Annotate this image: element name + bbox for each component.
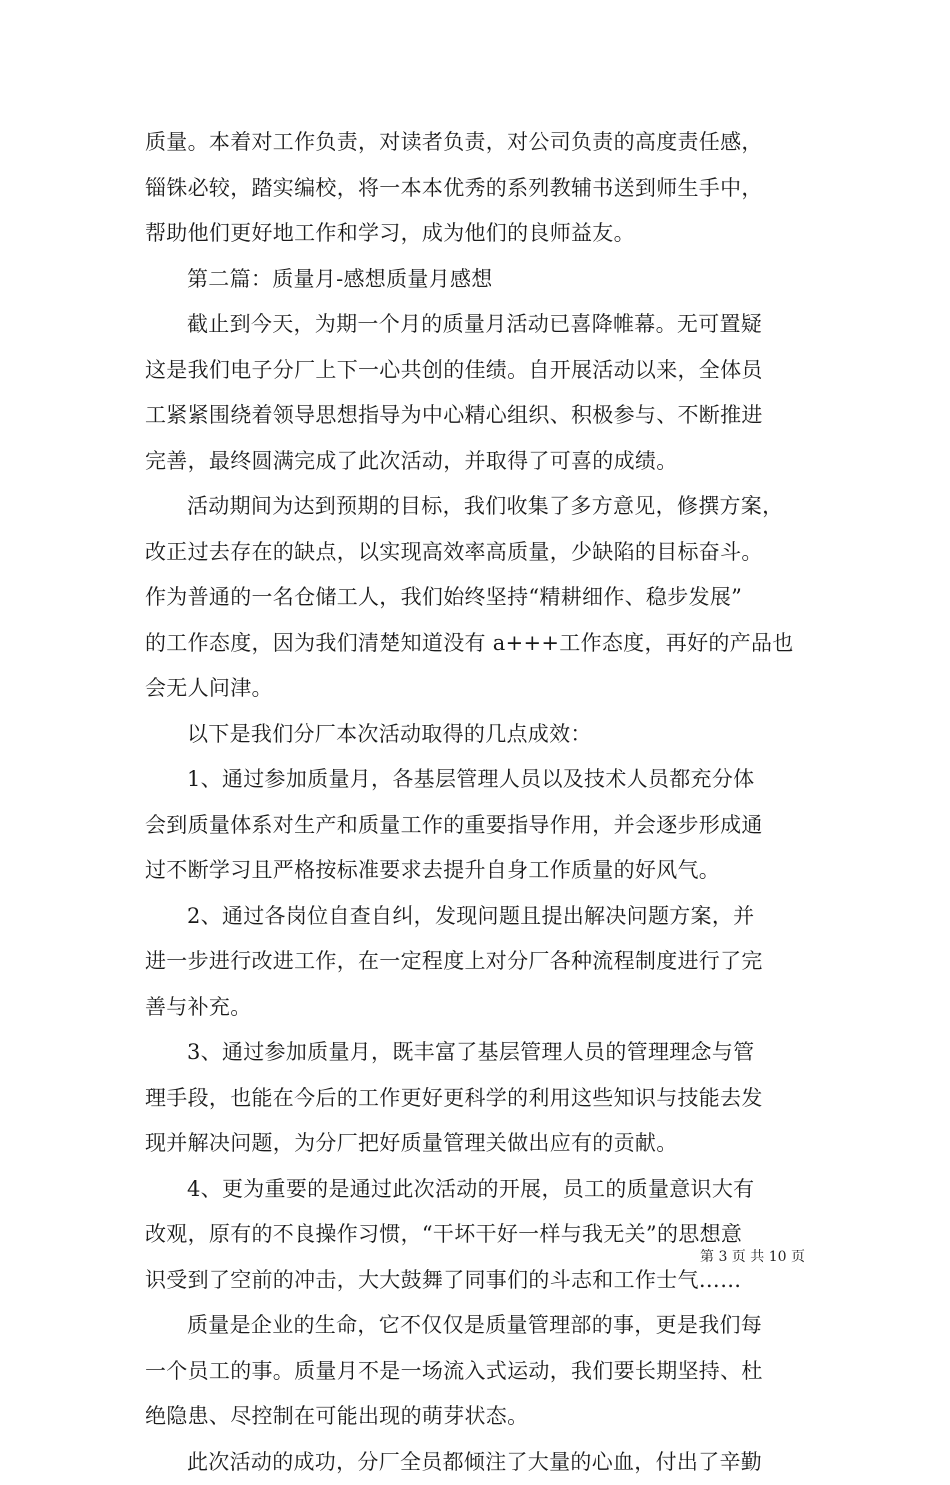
section-heading: 第二篇：质量月-感想质量月感想: [145, 257, 815, 303]
text-line: 工紧紧围绕着领导思想指导为中心精心组织、积极参与、不断推进: [145, 393, 815, 439]
text-line: 绝隐患、尽控制在可能出现的萌芽状态。: [145, 1394, 815, 1440]
document-body: [145, 120, 815, 1485]
list-item-1: 1、通过参加质量月，各基层管理人员以及技术人员都充分体: [145, 757, 815, 803]
list-item-3: 3、通过参加质量月，既丰富了基层管理人员的管理理念与管: [145, 1030, 815, 1076]
text-line: 改正过去存在的缺点，以实现高效率高质量，少缺陷的目标奋斗。: [145, 530, 815, 576]
text-line: 理手段，也能在今后的工作更好更科学的利用这些知识与技能去发: [145, 1076, 815, 1122]
text-line: 此次活动的成功，分厂全员都倾注了大量的心血，付出了辛勤: [145, 1440, 815, 1485]
text-line: 完善，最终圆满完成了此次活动，并取得了可喜的成绩。: [145, 439, 815, 485]
text-line: 过不断学习且严格按标准要求去提升自身工作质量的好风气。: [145, 848, 815, 894]
text-line: 这是我们电子分厂上下一心共创的佳绩。自开展活动以来，全体员: [145, 348, 815, 394]
text-line: 会到质量体系对生产和质量工作的重要指导作用，并会逐步形成通: [145, 803, 815, 849]
text-line: 识受到了空前的冲击，大大鼓舞了同事们的斗志和工作士气……: [145, 1258, 815, 1304]
text-line: 帮助他们更好地工作和学习，成为他们的良师益友。: [145, 211, 815, 257]
list-item-4: 4、更为重要的是通过此次活动的开展，员工的质量意识大有: [145, 1167, 815, 1213]
list-item-2: 2、通过各岗位自查自纠，发现问题且提出解决问题方案，并: [145, 894, 815, 940]
text-line: 会无人问津。: [145, 666, 815, 712]
text-line: 善与补充。: [145, 985, 815, 1031]
text-line: 现并解决问题，为分厂把好质量管理关做出应有的贡献。: [145, 1121, 815, 1167]
text-line: 活动期间为达到预期的目标，我们收集了多方意见，修撰方案，: [145, 484, 815, 530]
text-line: 以下是我们分厂本次活动取得的几点成效：: [145, 712, 815, 758]
text-line: 质量是企业的生命，它不仅仅是质量管理部的事，更是我们每: [145, 1303, 815, 1349]
text-line: 的工作态度，因为我们清楚知道没有 a+++工作态度，再好的产品也: [145, 621, 815, 667]
text-line: 锱铢必较，踏实编校，将一本本优秀的系列教辅书送到师生手中，: [145, 166, 815, 212]
text-line: 进一步进行改进工作，在一定程度上对分厂各种流程制度进行了完: [145, 939, 815, 985]
text-line: 一个员工的事。质量月不是一场流入式运动，我们要长期坚持、杜: [145, 1349, 815, 1395]
text-line: 作为普通的一名仓储工人，我们始终坚持“精耕细作、稳步发展”: [145, 575, 815, 621]
page-number: 第 3 页 共 10 页: [700, 1246, 805, 1266]
text-line: 改观，原有的不良操作习惯，“干坏干好一样与我无关”的思想意: [145, 1212, 815, 1258]
text-line: 截止到今天，为期一个月的质量月活动已喜降帷幕。无可置疑: [145, 302, 815, 348]
text-line: 质量。本着对工作负责，对读者负责，对公司负责的高度责任感，: [145, 120, 815, 166]
